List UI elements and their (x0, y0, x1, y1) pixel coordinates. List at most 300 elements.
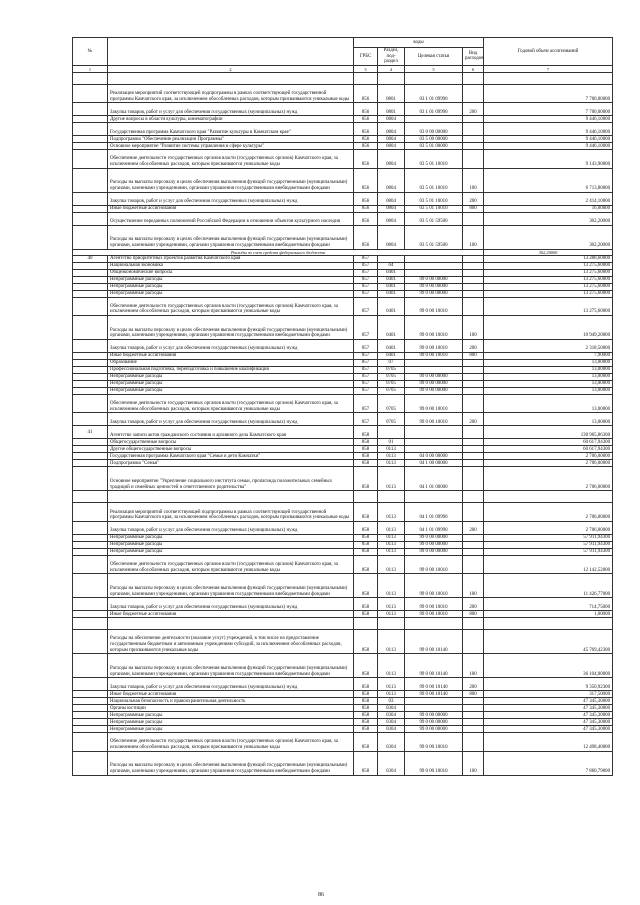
cell-number (73, 678, 108, 691)
cell-grbs: 858 (354, 574, 378, 598)
cell-expense-type: 200 (463, 339, 484, 352)
column-number: 3 (354, 65, 378, 72)
cell-target-article: 99 0 00 10010 (405, 413, 463, 426)
cell-grbs (354, 491, 378, 503)
note-text: Расходы за счет средств федерального бюджета (73, 249, 484, 255)
column-number: 7 (484, 65, 613, 72)
cell-target-article (405, 705, 463, 712)
cell-amount (484, 618, 613, 630)
table-row (73, 491, 613, 503)
cell-number (73, 630, 108, 654)
cell-amount: 2 706,00000 (484, 453, 613, 460)
cell-expense-type: 200 (463, 521, 484, 534)
cell-section: 0113 (378, 611, 405, 618)
cell-target-article: 99 0 00 00000 (405, 387, 463, 394)
cell-number (73, 541, 108, 548)
cell-number (73, 359, 108, 366)
table-row (73, 426, 613, 439)
cell-section: 0804 (378, 225, 405, 249)
table-row (73, 503, 613, 521)
cell-expense-type: 800 (463, 691, 484, 698)
cell-number (73, 339, 108, 352)
cell-grbs: 858 (354, 426, 378, 439)
cell-target-article: 04 1 01 00000 (405, 467, 463, 491)
cell-section: 0304 (378, 705, 405, 712)
cell-target-article: 04 0 00 00000 (405, 453, 463, 460)
cell-target-article: 99 0 00 10010 (405, 598, 463, 611)
cell-section: 03 (378, 698, 405, 705)
cell-expense-type (463, 453, 484, 460)
cell-grbs: 857 (354, 413, 378, 426)
header-number: № (73, 38, 108, 66)
cell-section: 0801 (378, 84, 405, 102)
cell-grbs: 857 (354, 359, 378, 366)
cell-name: Обеспечение деятельности государственных органов власти (государственных органов) Камчатского края, за исключением обособленных расходов, которым присваиваются уникальные коды (108, 733, 354, 751)
table-row (73, 719, 613, 726)
cell-amount: 47 345,30000 (484, 698, 613, 705)
cell-expense-type (463, 618, 484, 630)
cell-number (73, 123, 108, 136)
cell-grbs: 856 (354, 212, 378, 225)
cell-section: 0705 (378, 373, 405, 380)
cell-expense-type (463, 491, 484, 503)
cell-section: 0804 (378, 143, 405, 150)
table-row (73, 84, 613, 102)
cell-amount: 7 860,79000 (484, 751, 613, 775)
cell-section: 0113 (378, 460, 405, 467)
cell-amount: 12 142,52000 (484, 555, 613, 573)
cell-section: 0401 (378, 297, 405, 315)
budget-table-sheet (72, 37, 612, 776)
cell-target-article: 99 0 00 00000 (405, 712, 463, 719)
cell-name: Непрограммные расходы (108, 387, 354, 394)
cell-grbs: 858 (354, 691, 378, 698)
cell-expense-type (463, 84, 484, 102)
table-row (73, 168, 613, 192)
cell-target-article: 99 0 00 00000 (405, 290, 463, 297)
cell-name: Другие вопросы в области культуры, кинематографии (108, 116, 354, 123)
table-row (73, 751, 613, 775)
cell-number (73, 136, 108, 143)
cell-target-article (405, 698, 463, 705)
cell-amount: 13 275,60000 (484, 290, 613, 297)
cell-section: 0401 (378, 352, 405, 359)
cell-section: 0113 (378, 678, 405, 691)
table-row (73, 225, 613, 249)
cell-expense-type: 100 (463, 315, 484, 339)
cell-grbs: 858 (354, 719, 378, 726)
cell-number (73, 373, 108, 380)
cell-target-article (405, 439, 463, 446)
cell-grbs: 857 (354, 373, 378, 380)
cell-number (73, 297, 108, 315)
cell-expense-type (463, 719, 484, 726)
cell-target-article: 99 0 00 10010 (405, 297, 463, 315)
cell-expense-type (463, 555, 484, 573)
cell-amount: 11 426,77000 (484, 574, 613, 598)
table-row (73, 611, 613, 618)
column-number-row (73, 65, 613, 72)
cell-expense-type: 100 (463, 225, 484, 249)
cell-name (108, 491, 354, 503)
cell-name: Расходы на обеспечение деятельности (оказание услуг) учреждений, в том числе на предоставление государственным бюджетным и автономным учреждениям субсидий, за исключением обособленных расходов, которым присваиваются уникальные коды (108, 630, 354, 654)
cell-target-article: 99 0 00 00000 (405, 276, 463, 283)
cell-expense-type (463, 123, 484, 136)
cell-grbs: 858 (354, 733, 378, 751)
cell-target-article: 03 5 01 00000 (405, 143, 463, 150)
cell-amount (484, 491, 613, 503)
cell-amount: 2 318,50000 (484, 339, 613, 352)
cell-amount: 9 446,10000 (484, 123, 613, 136)
cell-amount: 130 965,86300 (484, 426, 613, 439)
cell-section: 0705 (378, 394, 405, 412)
cell-expense-type: 800 (463, 205, 484, 212)
cell-grbs: 856 (354, 84, 378, 102)
cell-grbs: 858 (354, 541, 378, 548)
cell-grbs: 858 (354, 751, 378, 775)
cell-target-article (405, 72, 463, 84)
cell-number (73, 691, 108, 698)
cell-target-article: 99 0 00 10010 (405, 611, 463, 618)
cell-amount: 13,00000 (484, 380, 613, 387)
cell-expense-type (463, 276, 484, 283)
cell-grbs: 857 (354, 290, 378, 297)
table-row (73, 212, 613, 225)
cell-number (73, 315, 108, 339)
cell-expense-type: 200 (463, 598, 484, 611)
cell-section: 0804 (378, 192, 405, 205)
cell-number (73, 116, 108, 123)
cell-section: 0304 (378, 712, 405, 719)
header-codes: коды (354, 38, 484, 48)
cell-amount: 47 345,30000 (484, 705, 613, 712)
cell-expense-type (463, 426, 484, 439)
cell-section: 0113 (378, 691, 405, 698)
cell-name: Расходы на выплаты персоналу в целях обеспечения выполнения функций государственными (муниципальными) органами, казенными учреждениями, органами управления государственными внебюджетными фондами (108, 751, 354, 775)
cell-grbs: 856 (354, 225, 378, 249)
cell-number (73, 574, 108, 598)
cell-number (73, 705, 108, 712)
table-row (73, 123, 613, 136)
table-row (73, 205, 613, 212)
cell-expense-type (463, 541, 484, 548)
cell-target-article: 03 5 01 10010 (405, 150, 463, 168)
table-row (73, 521, 613, 534)
cell-number (73, 726, 108, 733)
cell-name: Непрограммные расходы (108, 276, 354, 283)
cell-name: Непрограммные расходы (108, 534, 354, 541)
cell-section: 0804 (378, 212, 405, 225)
cell-amount: 9 143,90000 (484, 150, 613, 168)
cell-section: 0113 (378, 548, 405, 555)
cell-section: 01 (378, 439, 405, 446)
header-section: Раздел, под-раздел (378, 48, 405, 66)
cell-grbs: 856 (354, 192, 378, 205)
cell-target-article: 99 0 00 10010 (405, 751, 463, 775)
cell-expense-type: 100 (463, 168, 484, 192)
cell-expense-type (463, 380, 484, 387)
header-vid: Вид расходов (463, 48, 484, 66)
cell-number (73, 503, 108, 521)
cell-grbs: 856 (354, 103, 378, 116)
cell-grbs: 858 (354, 611, 378, 618)
cell-grbs: 857 (354, 352, 378, 359)
table-row (73, 691, 613, 698)
cell-number (73, 205, 108, 212)
cell-name: Непрограммные расходы (108, 726, 354, 733)
cell-name: Основное мероприятие "Развитие системы управления в сфере культуры" (108, 143, 354, 150)
cell-expense-type (463, 534, 484, 541)
column-number: 5 (405, 65, 463, 72)
table-row (73, 705, 613, 712)
cell-name: Иные бюджетные ассигнования (108, 691, 354, 698)
cell-number: 41 (73, 426, 108, 439)
cell-target-article: 03 1 01 09990 (405, 84, 463, 102)
cell-number (73, 712, 108, 719)
cell-grbs: 858 (354, 521, 378, 534)
column-number: 4 (378, 65, 405, 72)
cell-name: Подпрограмма "Семья" (108, 460, 354, 467)
cell-number (73, 491, 108, 503)
cell-number (73, 413, 108, 426)
cell-section: 0401 (378, 339, 405, 352)
cell-expense-type (463, 269, 484, 276)
cell-grbs: 858 (354, 467, 378, 491)
cell-expense-type (463, 460, 484, 467)
cell-name: Обеспечение деятельности государственных органов власти (государственных органов) Камчатского края, за исключением обособленных расходов, которым присваиваются уникальные коды (108, 555, 354, 573)
cell-section: 0804 (378, 150, 405, 168)
cell-name: Расходы на выплаты персоналу в целях обеспечения выполнения функций государственными (муниципальными) органами, казенными учреждениями, органами управления государственными внебюджетными фондами (108, 168, 354, 192)
cell-number (73, 262, 108, 269)
header-grbs: ГРБС (354, 48, 378, 66)
cell-number (73, 598, 108, 611)
cell-expense-type: 800 (463, 352, 484, 359)
cell-number (73, 534, 108, 541)
cell-amount: 47 345,30000 (484, 726, 613, 733)
table-row (73, 460, 613, 467)
cell-section: 0401 (378, 283, 405, 290)
cell-number (73, 387, 108, 394)
cell-target-article (405, 366, 463, 373)
cell-name: Непрограммные расходы (108, 283, 354, 290)
table-row (73, 116, 613, 123)
cell-number (73, 548, 108, 555)
cell-section: 0113 (378, 541, 405, 548)
cell-amount: 10 949,20000 (484, 315, 613, 339)
table-row (73, 103, 613, 116)
cell-section: 0304 (378, 733, 405, 751)
table-row (73, 726, 613, 733)
cell-target-article: 04 1 01 09990 (405, 503, 463, 521)
cell-number (73, 380, 108, 387)
cell-expense-type (463, 726, 484, 733)
cell-grbs: 858 (354, 534, 378, 541)
cell-name: Обеспечение деятельности государственных органов власти (государственных органов) Камчатского края, за исключением обособленных расходов, которым присваиваются уникальные коды (108, 394, 354, 412)
cell-amount: 13 275,60000 (484, 262, 613, 269)
cell-number (73, 192, 108, 205)
cell-expense-type: 800 (463, 611, 484, 618)
cell-name: Непрограммные расходы (108, 719, 354, 726)
cell-number: 40 (73, 255, 108, 262)
cell-amount: 2 706,00000 (484, 521, 613, 534)
cell-expense-type: 200 (463, 192, 484, 205)
cell-target-article: 99 0 00 10010 (405, 315, 463, 339)
cell-name: Агентство записи актов гражданского состояния и архивного дела Камчатского края (108, 426, 354, 439)
table-row (73, 269, 613, 276)
cell-expense-type (463, 387, 484, 394)
cell-target-article: 99 0 00 10010 (405, 339, 463, 352)
cell-number (73, 719, 108, 726)
cell-name: Непрограммные расходы (108, 548, 354, 555)
cell-expense-type (463, 439, 484, 446)
cell-name: Государственная программа Камчатского края "Развитие культуры в Камчатском крае" (108, 123, 354, 136)
table-row (73, 290, 613, 297)
cell-name: Основное мероприятие "Укрепление социального института семьи, пропаганда положительных семейных традиций и семейных ценностей и ответственного родительства" (108, 467, 354, 491)
cell-expense-type (463, 548, 484, 555)
cell-amount: 57 911,94300 (484, 541, 613, 548)
table-row (73, 654, 613, 678)
cell-number (73, 72, 108, 84)
cell-name: Расходы на выплаты персоналу в целях обеспечения выполнения функций государственными (муниципальными) органами, казенными учреждениями, органами управления государственными внебюджетными фондами (108, 315, 354, 339)
cell-name: Подпрограмма "Обеспечение реализации Программы" (108, 136, 354, 143)
cell-number (73, 269, 108, 276)
cell-name: Непрограммные расходы (108, 290, 354, 297)
cell-amount: 9 446,10000 (484, 136, 613, 143)
cell-number (73, 618, 108, 630)
cell-amount: 13,00000 (484, 359, 613, 366)
cell-number (73, 521, 108, 534)
cell-section: 0113 (378, 534, 405, 541)
cell-expense-type (463, 467, 484, 491)
table-row (73, 394, 613, 412)
table-row (73, 698, 613, 705)
table-row (73, 352, 613, 359)
cell-section: 0401 (378, 269, 405, 276)
cell-expense-type: 100 (463, 751, 484, 775)
cell-target-article: 04 1 01 09990 (405, 521, 463, 534)
cell-amount: 302,20000 (484, 249, 613, 255)
cell-number (73, 439, 108, 446)
cell-section (378, 491, 405, 503)
cell-name (108, 72, 354, 84)
cell-amount: 57 911,94300 (484, 534, 613, 541)
cell-section: 0113 (378, 574, 405, 598)
cell-section: 0113 (378, 521, 405, 534)
cell-number (73, 446, 108, 453)
cell-expense-type (463, 503, 484, 521)
cell-grbs: 858 (354, 453, 378, 460)
table-row (73, 439, 613, 446)
cell-name: Закупка товаров, работ и услуг для обеспечения государственных (муниципальных) нужд (108, 521, 354, 534)
cell-name: Государственная программа Камчатского края "Семья и дети Камчатки" (108, 453, 354, 460)
cell-name: Обеспечение деятельности государственных органов власти (государственных органов) Камчатского края, за исключением обособленных расходов, которым присваиваются уникальные коды (108, 150, 354, 168)
cell-section: 0804 (378, 205, 405, 212)
cell-name: Национальная экономика (108, 262, 354, 269)
table-row (73, 359, 613, 366)
cell-section: 0113 (378, 555, 405, 573)
cell-amount: 1,00000 (484, 611, 613, 618)
cell-amount: 9 446,10000 (484, 116, 613, 123)
cell-amount: 60 617,94300 (484, 439, 613, 446)
cell-grbs: 857 (354, 262, 378, 269)
cell-grbs: 857 (354, 394, 378, 412)
cell-amount: 13 288,60000 (484, 255, 613, 262)
cell-target-article: 99 0 00 10010 (405, 574, 463, 598)
table-row (73, 413, 613, 426)
cell-target-article (405, 269, 463, 276)
cell-expense-type (463, 698, 484, 705)
cell-expense-type (463, 705, 484, 712)
cell-target-article: 03 5 01 10010 (405, 168, 463, 192)
cell-name: Реализация мероприятий соответствующей подпрограммы в рамках соответствующей государственной программы Камчатского края, за исключением обособленных расходов, которым присваиваются уникальные коды (108, 503, 354, 521)
cell-name: Органы юстиции (108, 705, 354, 712)
cell-grbs: 857 (354, 339, 378, 352)
cell-target-article: 99 0 00 10140 (405, 630, 463, 654)
cell-name: Общеэкономические вопросы (108, 269, 354, 276)
table-row (73, 598, 613, 611)
cell-grbs: 856 (354, 136, 378, 143)
cell-grbs: 856 (354, 168, 378, 192)
cell-name: Расходы на выплаты персоналу в целях обеспечения выполнения функций государственными (муниципальными) органами, казенными учреждениями, органами управления государственными внебюджетными фондами (108, 654, 354, 678)
table-row (73, 315, 613, 339)
cell-name: Расходы на выплаты персоналу в целях обеспечения выполнения функций государственными (муниципальными) органами, казенными учреждениями, органами управления государственными внебюджетными фондами (108, 574, 354, 598)
cell-amount: 9 350,92300 (484, 678, 613, 691)
cell-target-article: 99 0 00 00000 (405, 380, 463, 387)
table-row (73, 276, 613, 283)
cell-section (378, 255, 405, 262)
cell-expense-type: 200 (463, 678, 484, 691)
cell-section: 0113 (378, 654, 405, 678)
cell-section (378, 72, 405, 84)
cell-amount: 7,90000 (484, 352, 613, 359)
cell-name: Непрограммные расходы (108, 373, 354, 380)
cell-amount: 302,20000 (484, 225, 613, 249)
cell-name: Расходы на выплаты персоналу в целях обеспечения выполнения функций государственными (муниципальными) органами, казенными учреждениями, органами управления государственными внебюджетными фондами (108, 225, 354, 249)
cell-section: 0113 (378, 467, 405, 491)
cell-section: 0113 (378, 598, 405, 611)
cell-target-article: 03 5 01 59500 (405, 225, 463, 249)
cell-target-article (405, 446, 463, 453)
cell-number (73, 467, 108, 491)
cell-amount: 60 617,94300 (484, 446, 613, 453)
cell-number (73, 84, 108, 102)
cell-target-article: 99 0 00 00000 (405, 726, 463, 733)
cell-amount: 2 706,00000 (484, 503, 613, 521)
table-row (73, 262, 613, 269)
cell-number (73, 751, 108, 775)
cell-number (73, 453, 108, 460)
cell-number (73, 555, 108, 573)
cell-grbs: 858 (354, 678, 378, 691)
cell-target-article: 99 0 00 00000 (405, 534, 463, 541)
cell-target-article: 99 0 00 10010 (405, 394, 463, 412)
cell-number (73, 366, 108, 373)
cell-amount: 13 275,60000 (484, 283, 613, 290)
cell-name: Обеспечение деятельности государственных органов власти (государственных органов) Камчатского края, за исключением обособленных расходов, которым присваиваются уникальные коды (108, 297, 354, 315)
cell-name: Закупка товаров, работ и услуг для обеспечения государственных (муниципальных) нужд (108, 598, 354, 611)
cell-target-article: 99 0 00 10140 (405, 691, 463, 698)
cell-grbs (354, 618, 378, 630)
cell-grbs: 857 (354, 366, 378, 373)
table-row (73, 283, 613, 290)
cell-amount: 317,50000 (484, 691, 613, 698)
cell-grbs: 856 (354, 143, 378, 150)
cell-expense-type (463, 72, 484, 84)
table-row (73, 555, 613, 573)
cell-expense-type (463, 212, 484, 225)
cell-amount: 45 769,42300 (484, 630, 613, 654)
cell-expense-type (463, 283, 484, 290)
